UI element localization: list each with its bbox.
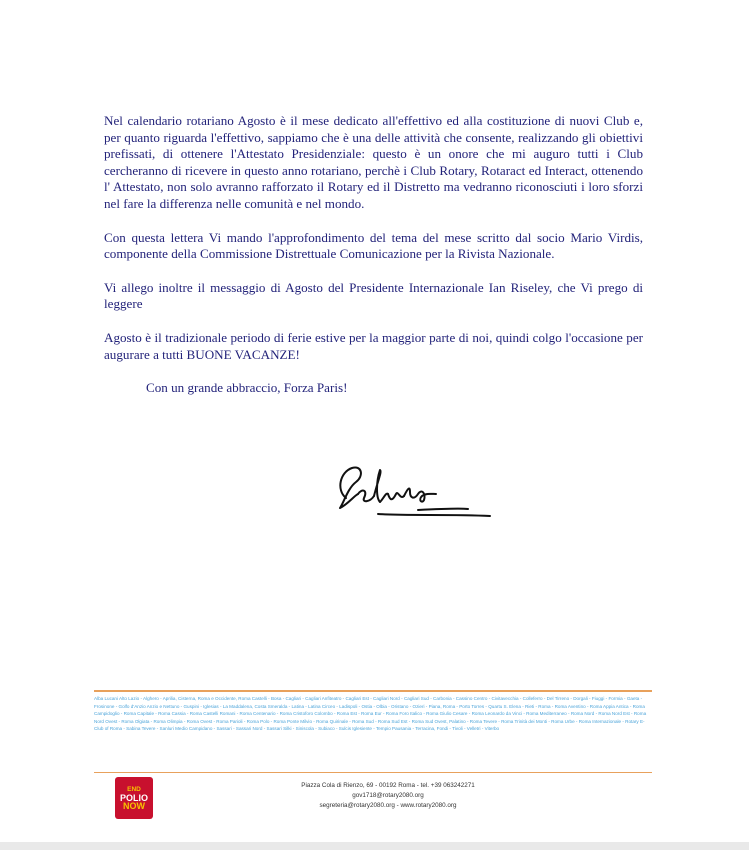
handwritten-signature — [318, 458, 498, 530]
address-line: Piazza Cola di Rienzo, 69 - 00192 Roma - tel. +39 063242271 — [301, 782, 475, 789]
logo-word-end: END — [127, 786, 141, 793]
letter-body — [104, 113, 643, 414]
end-polio-now-logo — [115, 777, 153, 819]
district-clubs-list: Alba Lucani Alto Lazio - Alghero - Aprilia, Cisterna, Roma e Occidente, Roma Castelli - Bosa - Cagliari - Cagliari Anfiteatro - Cagliari Est - Cagliari Nord - Cagliari Sud - Carbonia - Cassino Centro - Civitavecchia - Colleferro - Del Tirreno - Dorgali - Fiuggi - Formia - Gaeta - Frosinone - Golfo d'Anzio Anzio e Nettuno - Guspini - Iglesias - La Maddalena, Costa Smeralda - Latina - Latina Circeo - Ladispoli - Ostia - Olbia - Oristano - Ozieri - Piana, Roma - Porto Torres - Quartu S. Elena - Rieti - Roma - Roma Aventino - Roma Appia Antica - Roma Campidoglio - Roma Capitale - Roma Cassia - Roma Castelli Romani - Roma Centenario - Roma Cristoforo Colombo - Roma Est - Roma Eur - Roma Foro Italico - Roma Giulio Cesare - Roma Leonardo da Vinci - Roma Mediterraneo - Roma Nord - Roma Nord Est - Roma Nord Ovest - Roma Olgiata - Roma Olimpia - Roma Ovest - Roma Parioli - Roma Polo - Roma Ponte Milvio - Roma Quirinale - Roma Sud - Roma Sud Est - Roma Sud Ovest, Palatino - Roma Tevere - Roma Trinità dei Monti - Roma Urbe - Roma Internazionale - Rotary E-Club of Roma - Sabina Tevere - Sanluri Medio Campidano - Sassari - Sassari Nord - Sassari Silki - Siniscola - Subiaco - Sulcis Iglesiente - Tempio Pausania - Terracina, Fondi - Tivoli - Velletri - Viterbo — [94, 696, 647, 732]
paragraph-approfondimento: Con questa lettera Vi mando l'approfondimento del tema del mese scritto dal socio Mario Virdis, componente della Commissione Distrettuale Comunicazione per la Rivista Nazionale. — [104, 229, 643, 262]
footer-top-rule — [94, 690, 652, 692]
paragraph-vacanze: Agosto è il tradizionale periodo di ferie estive per la maggior parte di noi, quindi colgo l'occasione per augurare a tutti BUONE VACANZE! — [104, 329, 643, 362]
logo-word-now: NOW — [123, 801, 145, 811]
secretariat-line: segreteria@rotary2080.org - www.rotary2080.org — [319, 802, 457, 809]
closing-line: Con un grande abbraccio, Forza Paris! — [146, 380, 348, 396]
footer-bottom-rule — [94, 772, 652, 773]
contact-block — [258, 781, 518, 811]
paragraph-messaggio-presidente: Vi allego inoltre il messaggio di Agosto del Presidente Internazionale Ian Riseley, che Vi prego di leggere — [104, 279, 643, 312]
logo-word-polio: POLIO — [119, 793, 148, 803]
paragraph-effettivo: Nel calendario rotariano Agosto è il mese dedicato all'effettivo ed alla costituzione di nuovi Club e, per quanto riguarda l'effettivo, sappiamo che è una delle attività che consente, realizzando gli obiettivi prefissati, di ottenere l'Attestato Presidenziale: questo è un onore che mi auguro tutti i Club cercheranno di ricevere in questo anno rotariano, perchè i Club Rotary, Rotaract ed Interact, ottenendo l' Attestato, non solo avranno rafforzato il Rotary ed il Distretto ma vedranno riconosciuti i loro sforzi nel fare la differenza nelle comunità e nel mondo. — [104, 113, 643, 211]
email-line: gov1718@rotary2080.org — [352, 792, 424, 799]
